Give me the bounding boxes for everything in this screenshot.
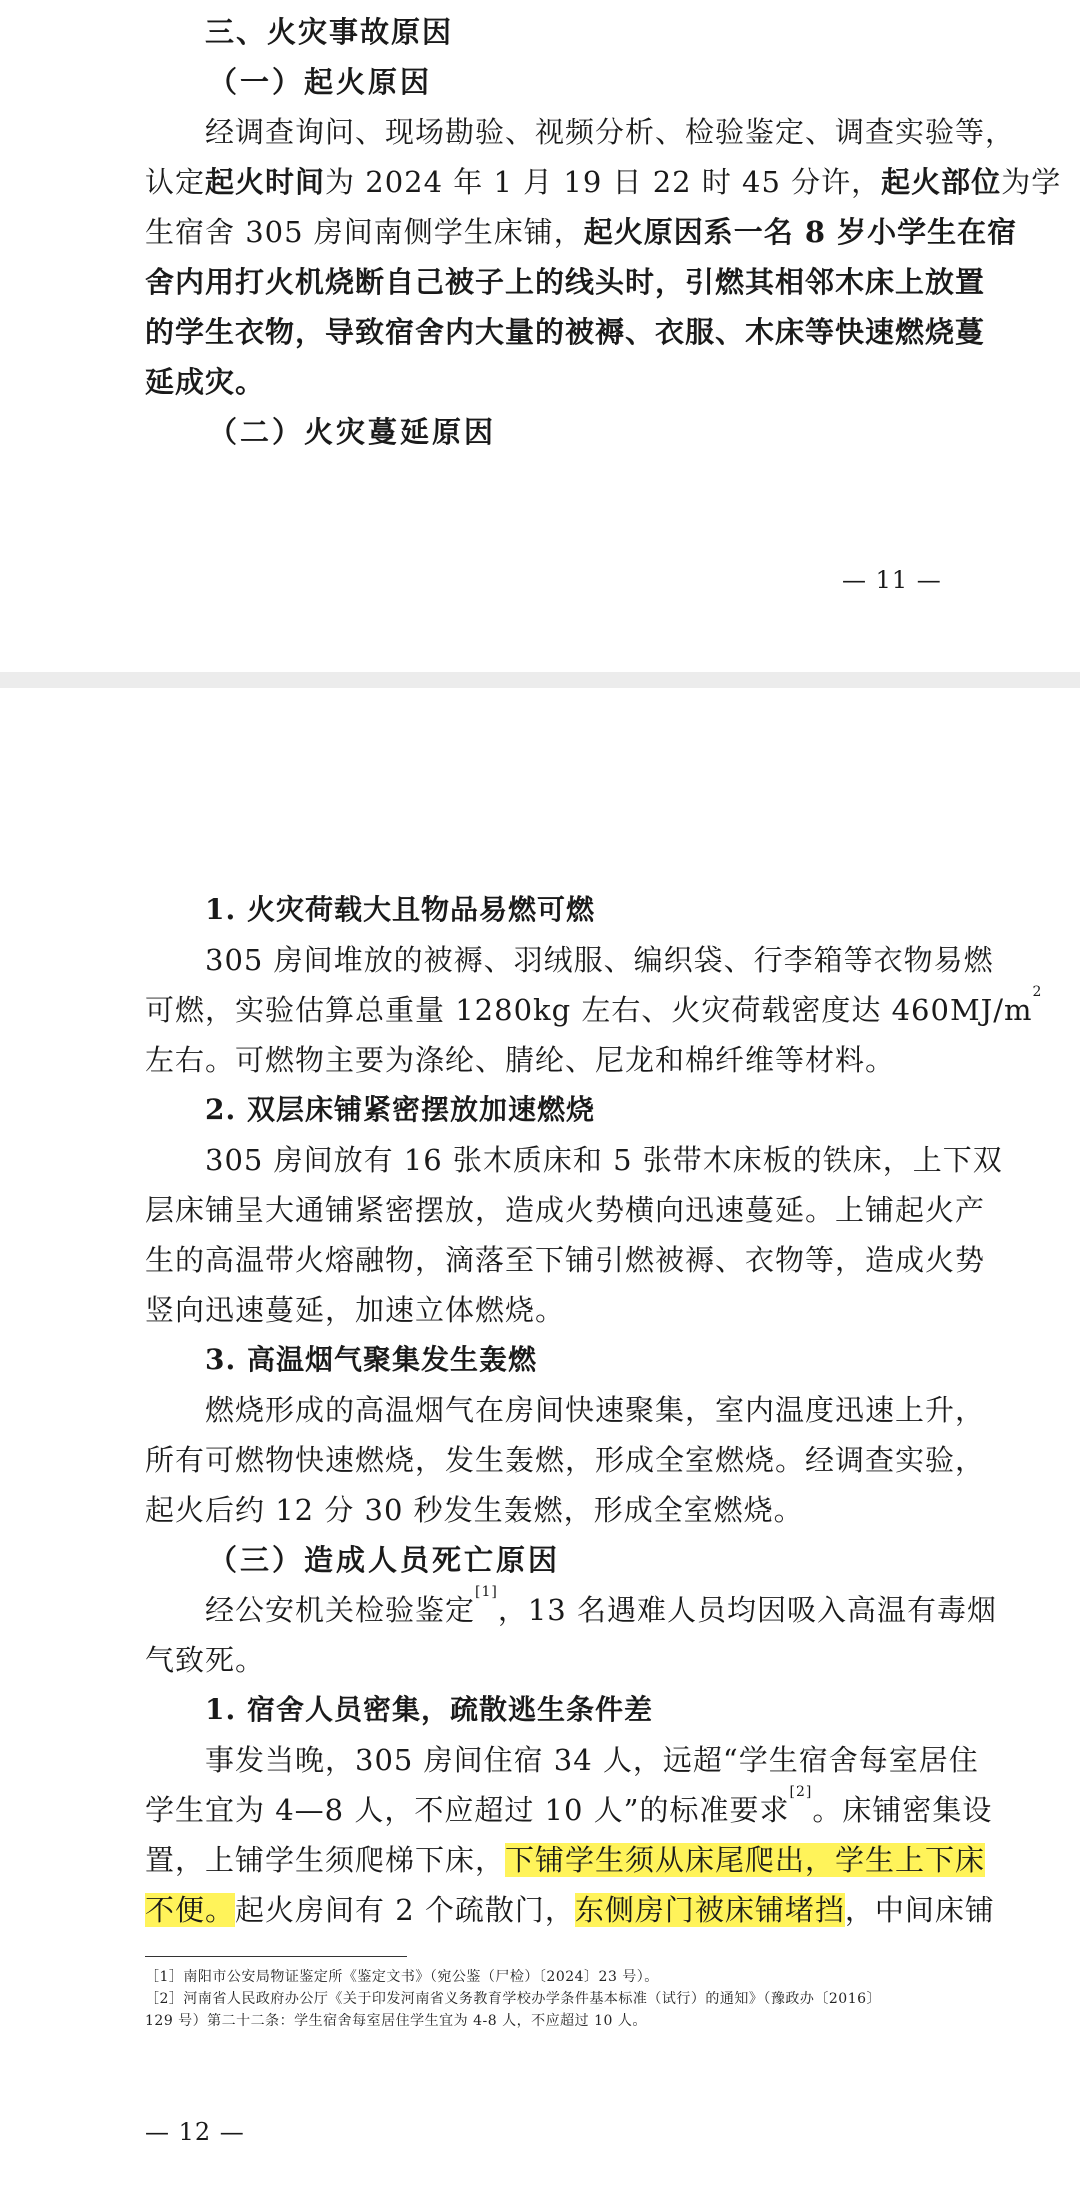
- paragraph-line: 气致死。: [145, 1643, 266, 1677]
- paragraph-line: 起火后约 12 分 30 秒发生轰燃，形成全室燃烧。: [145, 1493, 804, 1527]
- paragraph-line: 燃烧形成的高温烟气在房间快速聚集，室内温度迅速上升，: [205, 1393, 986, 1427]
- bold-term: 起火时间: [205, 165, 326, 199]
- paragraph-line: 认定起火时间为 2024 年 1 月 19 日 22 时 45 分许，起火部位为学: [145, 165, 1062, 199]
- page-12: [0, 688, 1080, 2212]
- paragraph-line: 学生宜为 4—8 人，不应超过 10 人”的标准要求[2]。床铺密集设: [145, 1784, 993, 1827]
- subsection-heading-death-cause: （三）造成人员死亡原因: [208, 1543, 561, 1577]
- paragraph-line: 的学生衣物，导致宿舍内大量的被褥、衣服、木床等快速燃烧蔓: [145, 315, 986, 349]
- bold-term: 起火部位: [881, 165, 1002, 199]
- item-heading: 3. 高温烟气聚集发生轰燃: [205, 1343, 537, 1376]
- item-heading: 2. 双层床铺紧密摆放加速燃烧: [205, 1093, 595, 1126]
- item-heading: 1. 火灾荷载大且物品易燃可燃: [205, 893, 595, 926]
- highlighted-text: 不便。: [145, 1893, 236, 1927]
- footnote: ［2］河南省人民政府办公厅《关于印发河南省义务教育学校办学条件基本标准（试行）的通知》（豫政办〔2016〕: [145, 1991, 882, 2007]
- paragraph-line: 经公安机关检验鉴定[1]，13 名遇难人员均因吸入高温有毒烟: [205, 1584, 997, 1627]
- bold-term: 起火原因系一名 8 岁小学生在宿: [583, 215, 1018, 249]
- footnote: ［1］南阳市公安局物证鉴定所《鉴定文书》（宛公鉴（尸检）〔2024〕23 号）。: [145, 1969, 659, 1985]
- footnote-rule: [145, 1956, 407, 1957]
- paragraph-line: 延成灾。: [145, 365, 266, 399]
- paragraph-line: 层床铺呈大通铺紧密摆放，造成火势横向迅速蔓延。上铺起火产: [145, 1193, 986, 1227]
- page-11: [0, 0, 1080, 672]
- paragraph-line: 不便。起火房间有 2 个疏散门，东侧房门被床铺堵挡，中间床铺: [145, 1893, 995, 1927]
- paragraph-line: 舍内用打火机烧断自己被子上的线头时，引燃其相邻木床上放置: [145, 265, 986, 299]
- subsection-heading-fire-origin: （一）起火原因: [208, 65, 433, 99]
- paragraph-line: 经调查询问、现场勘验、视频分析、检验鉴定、调查实验等，: [205, 115, 1016, 149]
- highlighted-text: 东侧房门被床铺堵挡: [574, 1893, 845, 1927]
- section-heading: 三、火灾事故原因: [205, 15, 454, 49]
- paragraph-line: 305 房间放有 16 张木质床和 5 张带木床板的铁床，上下双: [205, 1143, 1003, 1177]
- paragraph-line: 305 房间堆放的被褥、羽绒服、编织袋、行李箱等衣物易燃: [205, 943, 994, 977]
- paragraph-line: 竖向迅速蔓延，加速立体燃烧。: [145, 1293, 566, 1327]
- paragraph-line: 可燃，实验估算总重量 1280kg 左右、火灾荷载密度达 $460MJ/m^2$: [145, 984, 1043, 1027]
- paragraph-line: 生宿舍 305 房间南侧学生床铺，起火原因系一名 8 岁小学生在宿: [145, 215, 1018, 249]
- paragraph-line: 置，上铺学生须爬梯下床，下铺学生须从床尾爬出，学生上下床: [145, 1843, 986, 1877]
- highlighted-text: 下铺学生须从床尾爬出，学生上下床: [505, 1843, 986, 1877]
- paragraph-line: 事发当晚，305 房间住宿 34 人，远超“学生宿舍每室居住: [205, 1743, 979, 1777]
- paragraph-line: 左右。可燃物主要为涤纶、腈纶、尼龙和棉纤维等材料。: [145, 1043, 896, 1077]
- page-number: — 11 —: [842, 566, 942, 594]
- page-number: — 12 —: [145, 2118, 245, 2146]
- subsection-heading-fire-spread: （二）火灾蔓延原因: [208, 415, 497, 449]
- footnote: 129 号）第二十二条：学生宿舍每室居住学生宜为 4-8 人，不应超过 10 人。: [145, 2013, 647, 2029]
- page-separator: [0, 672, 1080, 688]
- paragraph-line: 生的高温带火熔融物，滴落至下铺引燃被褥、衣物等，造成火势: [145, 1243, 986, 1277]
- item-heading: 1. 宿舍人员密集，疏散逃生条件差: [205, 1693, 653, 1726]
- paragraph-line: 所有可燃物快速燃烧，发生轰燃，形成全室燃烧。经调查实验，: [145, 1443, 986, 1477]
